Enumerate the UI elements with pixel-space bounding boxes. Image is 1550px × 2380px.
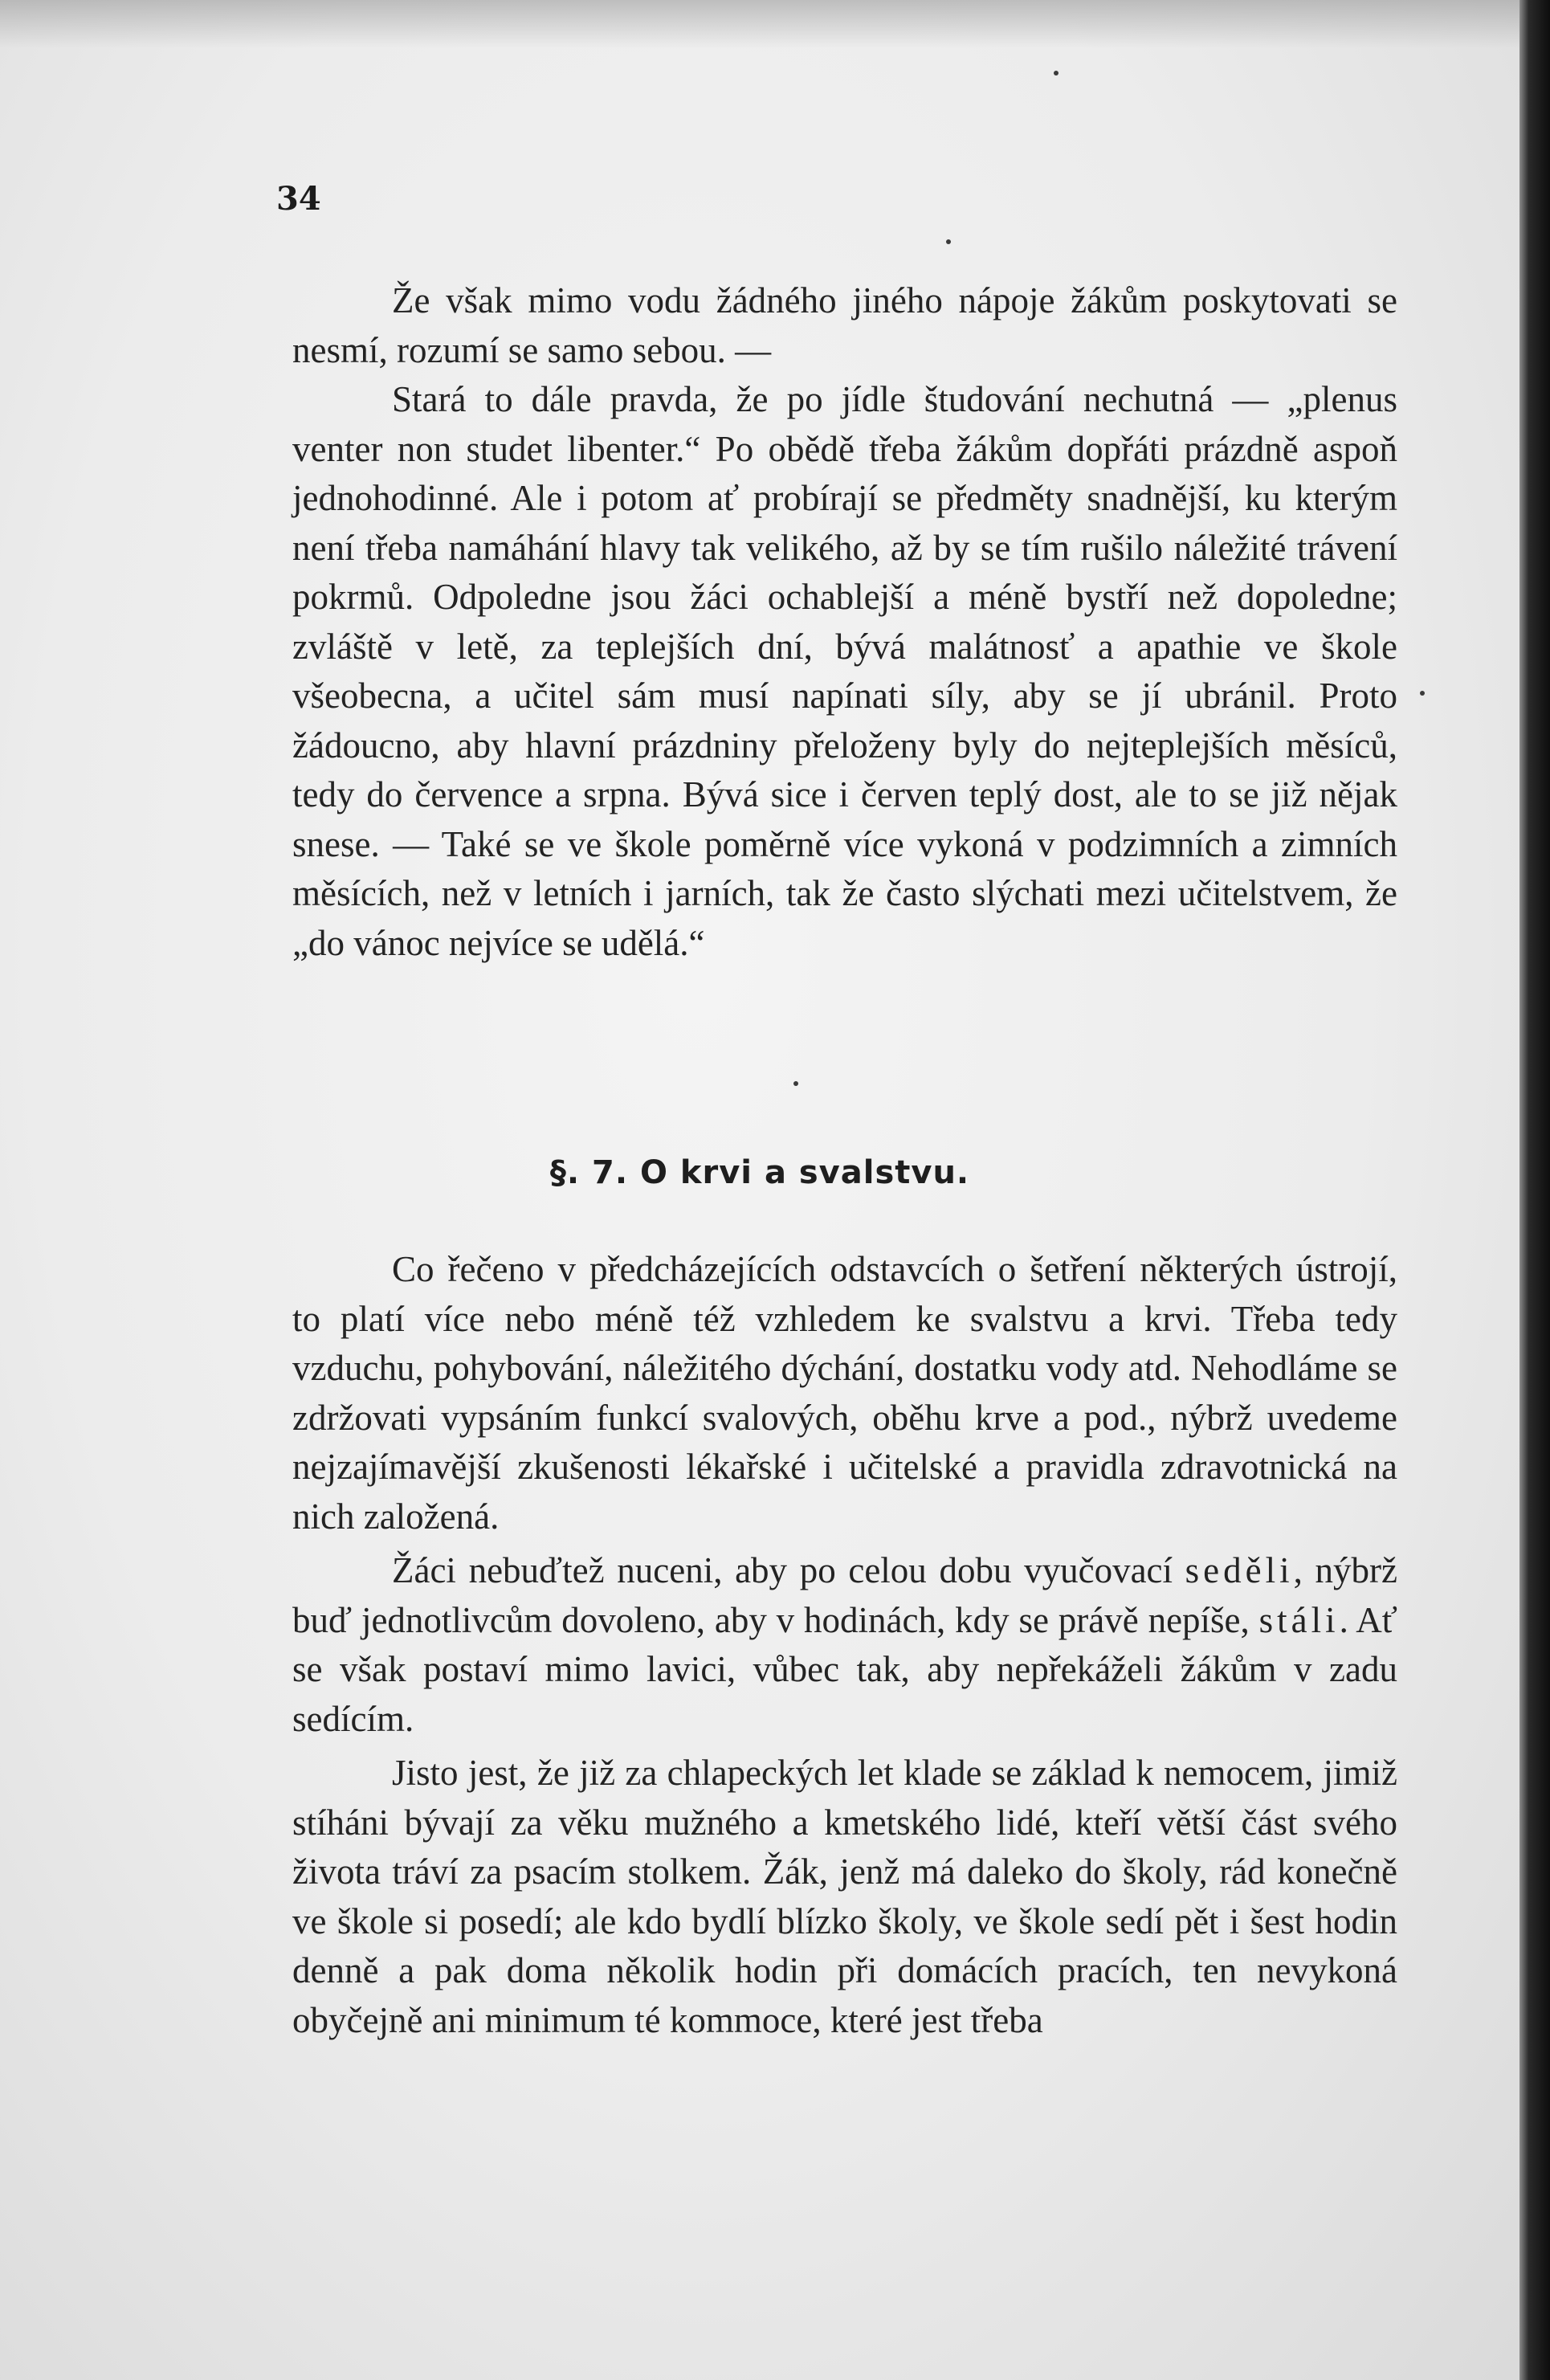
text-block-bottom — [292, 1245, 1397, 2045]
paragraph — [292, 1546, 1397, 1744]
text-run: , nýbrž buď jednotlivcům dovoleno, aby v hodinách, kdy se právě nepíše, — [292, 1550, 1397, 1640]
page-number: 34 — [276, 180, 321, 218]
scan-speck — [1054, 71, 1058, 76]
scan-top-shadow — [0, 0, 1519, 48]
paragraph: Co řečeno v předcházejících odstavcích o šetření některých ústrojí, to platí více nebo méně též vzhledem ke svalstvu a krvi. Třeba tedy vzduchu, pohybování, náležitého dýchání, dostatku vody atd. Nehodláme se zdržovati vypsáním funkcí svalových, oběhu krve a pod., nýbrž uvedeme nejzajímavější zkušenosti lékařské i učitelské a pravidla zdravotnická na nich založená. — [292, 1249, 1397, 1537]
emphasis-spaced: seděli — [1185, 1550, 1294, 1590]
text-run: . Ať se však postaví mimo lavici, vůbec tak, aby nepřekáželi žákům v zadu sedícím. — [292, 1599, 1398, 1739]
scan-speck — [793, 1081, 798, 1086]
paragraph: Jisto jest, že již za chlapeckých let klade se základ k nemocem, jimiž stíháni bývají za věku mužného a kmetského lidé, kteří větší část svého života tráví za psacím stolkem. Žák, jenž má daleko do školy, rád konečně ve škole si posedí; ale kdo bydlí blízko školy, ve škole sedí pět i šest hodin denně a pak doma několik hodin při domácích pracích, ten nevykoná obyčejně ani minimum té kommoce, které jest třeba — [292, 1753, 1397, 2040]
section-title: O krvi a svalstvu. — [639, 1154, 970, 1191]
scan-speck — [946, 239, 951, 244]
scan-right-edge — [1519, 0, 1550, 2380]
paragraph: Že však mimo vodu žádného jiného nápoje žákům poskytovati se nesmí, rozumí se samo sebou. — — [292, 280, 1397, 370]
emphasis-spaced: stáli — [1258, 1599, 1340, 1640]
paragraph: Stará to dále pravda, že po jídle študování nechutná — „plenus venter non studet libenter.“ Po obědě třeba žákům dopřáti prázdně aspoň jednohodinné. Ale i potom ať probírají se předměty snadnější, ku kterým není třeba namáhání hlavy tak velikého, až by se tím rušilo náležité trávení pokrmů. Odpoledne jsou žáci ochablejší a méně bystří než dopoledne; zvláště v letě, za teplejších dní, bývá malátnosť a apathie ve škole všeobecna, a učitel sám musí napínati síly, aby se jí ubránil. Proto žádoucno, aby hlavní prázdniny přeloženy byly do nejteplejších měsíců, tedy do července a srpna. Bývá sice i červen teplý dost, ale to se již nějak snese. — Také se ve škole poměrně více vykoná v podzimních a zimních měsících, než v letních i jarních, tak že často slýchati mezi učitelstvem, že „do vánoc nejvíce se udělá.“ — [292, 379, 1397, 963]
section-number: §. 7. — [549, 1154, 629, 1191]
section-heading — [0, 1154, 1519, 1191]
text-run: Žáci nebuďtež nuceni, aby po celou dobu vyučovací — [392, 1550, 1173, 1590]
scan-speck — [1420, 691, 1425, 696]
text-block-top — [292, 276, 1397, 968]
